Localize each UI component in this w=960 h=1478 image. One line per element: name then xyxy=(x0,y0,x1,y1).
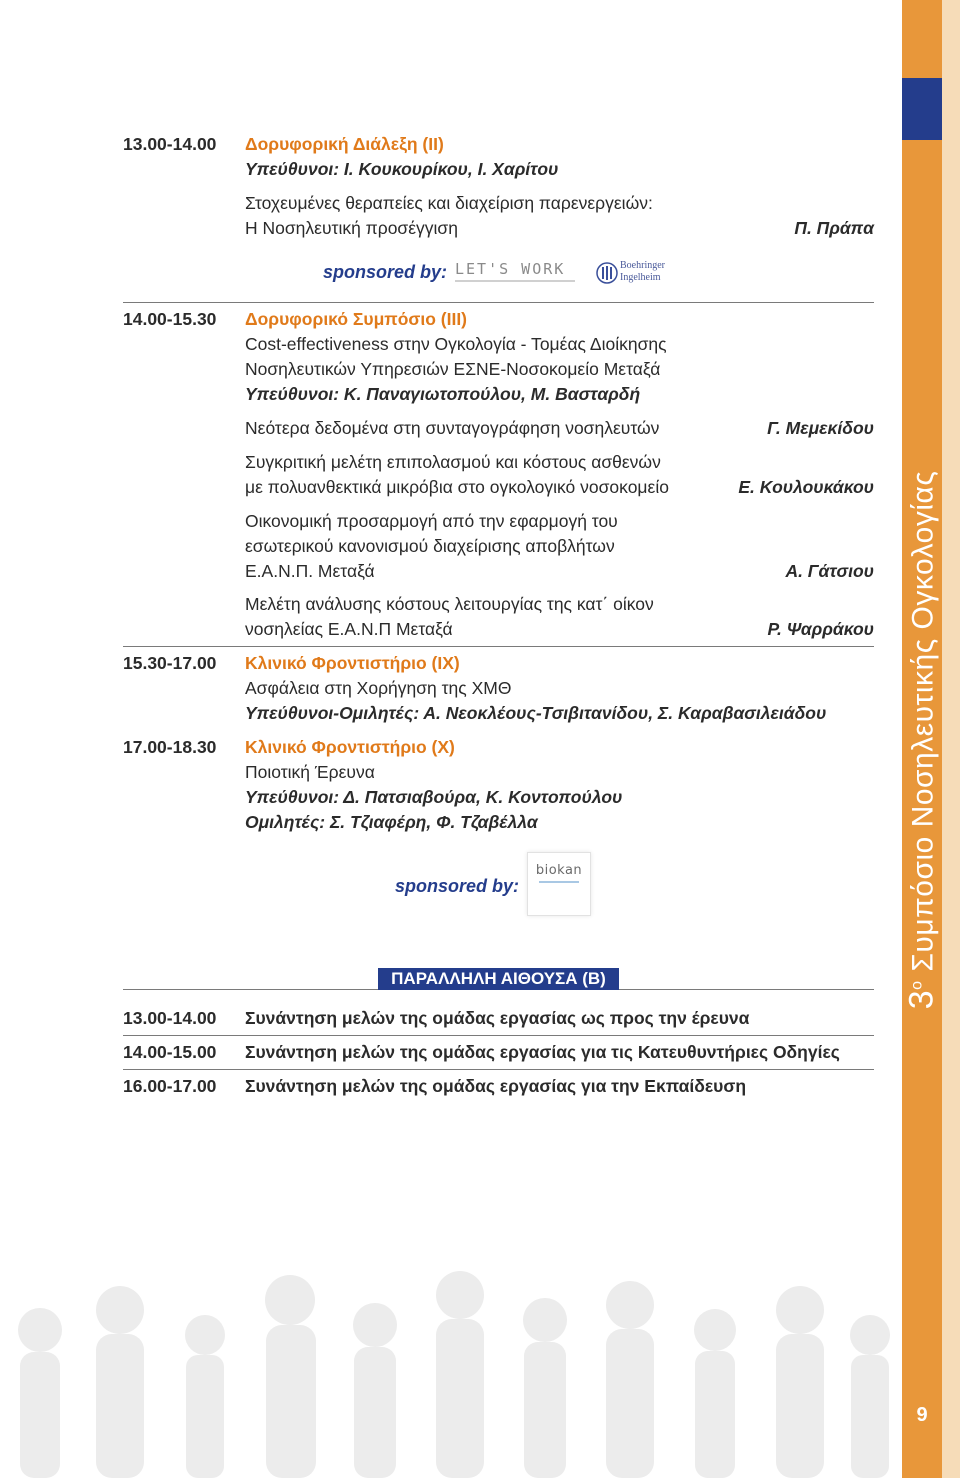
boehringer-logo xyxy=(596,260,670,286)
s2-talk1-speaker: Γ. Μεμεκίδου xyxy=(767,418,874,438)
s1-time: 13.00-14.00 xyxy=(123,134,217,154)
people-silhouettes xyxy=(0,1240,902,1478)
s3-title: Κλινικό Φροντιστήριο (ΙΧ) xyxy=(245,653,460,673)
s2-talk4-line2: νοσηλείας Ε.Α.Ν.Π Μεταξά xyxy=(245,619,453,639)
s2-talk3-line1: Οικονομική προσαρμογή από την εφαρμογή του xyxy=(245,511,618,531)
s3-responsible: Υπεύθυνοι-Ομιλητές: Α. Νεοκλέους-Τσιβιτανίδου, Σ. Καραβασιλειάδου xyxy=(245,703,827,723)
s4-responsible: Υπεύθυνοι: Δ. Πατσιαβούρα, Κ. Κοντοπούλου xyxy=(245,787,623,807)
s2-talk3-line2: εσωτερικού κανονισμού διαχείρισης αποβλήτων xyxy=(245,536,615,556)
s1-talk-line1: Στοχευμένες θεραπείες και διαχείριση παρενεργειών: xyxy=(245,193,653,213)
s2-talk1: Νεότερα δεδομένα στη συνταγογράφηση νοσηλευτών xyxy=(245,418,660,438)
side-band-edge xyxy=(942,0,960,1478)
page-number: 9 xyxy=(916,1404,928,1426)
s2-talk4-speaker: Ρ. Ψαρράκου xyxy=(767,619,874,639)
s2-talk2-line1: Συγκριτική μελέτη επιπολασμού και κόστους ασθενών xyxy=(245,452,661,472)
hall-b-row3-time: 16.00-17.00 xyxy=(123,1076,217,1096)
s4-sponsor-label: sponsored by: xyxy=(395,876,520,896)
s1-sponsor-label: sponsored by: xyxy=(323,262,448,282)
hall-b-row1-time: 13.00-14.00 xyxy=(123,1008,217,1028)
letswork-logo xyxy=(455,258,579,286)
s4-title: Κλινικό Φροντιστήριο (Χ) xyxy=(245,737,455,757)
s2-time: 14.00-15.30 xyxy=(123,309,217,329)
divider xyxy=(123,302,874,303)
s4-speakers: Ομιλητές: Σ. Τζιαφέρη, Φ. Τζαβέλλα xyxy=(245,812,538,832)
s4-time: 17.00-18.30 xyxy=(123,737,217,757)
band-title-ordinal: ο xyxy=(908,980,926,990)
boehringer-logo-line2: Ingelheim xyxy=(620,272,661,283)
side-band-accent xyxy=(902,78,942,140)
s2-responsible: Υπεύθυνοι: Κ. Παναγιωτοπούλου, Μ. Βασταρδή xyxy=(245,384,641,404)
band-title-number: 3 xyxy=(902,989,941,1010)
s2-subtitle-line1: Cost-effectiveness στην Ογκολογία - Τομέας Διοίκησης xyxy=(245,334,667,354)
s2-talk2-line2: με πολυανθεκτικά μικρόβια στο ογκολογικό νοσοκομείο xyxy=(245,477,669,497)
boehringer-logo-line1: Boehringer xyxy=(620,260,665,271)
s1-responsible: Υπεύθυνοι: Ι. Κουκουρίκου, Ι. Χαρίτου xyxy=(245,159,559,179)
s3-time: 15.30-17.00 xyxy=(123,653,217,673)
s3-subtitle: Ασφάλεια στη Χορήγηση της ΧΜΘ xyxy=(245,678,512,698)
s2-talk2-speaker: Ε. Κουλουκάκου xyxy=(738,477,874,497)
s1-talk-line2: Η Νοσηλευτική προσέγγιση xyxy=(245,218,458,238)
s2-subtitle-line2: Νοσηλευτικών Υπηρεσιών ΕΣΝΕ-Νοσοκομείο Μεταξά xyxy=(245,359,661,379)
divider xyxy=(123,646,874,647)
s1-title: Δορυφορική Διάλεξη (ΙΙ) xyxy=(245,134,444,154)
s2-title: Δορυφορικό Συμπόσιο (ΙΙΙ) xyxy=(245,309,468,329)
divider xyxy=(123,1069,874,1070)
s2-talk3-line3: Ε.Α.Ν.Π. Μεταξά xyxy=(245,561,375,581)
hall-b-row2-text: Συνάντηση μελών της ομάδας εργασίας για τις Κατευθυντήριες Οδηγίες xyxy=(245,1042,840,1062)
biokan-logo xyxy=(527,852,591,916)
letswork-logo-text: LET'S WORK xyxy=(455,260,566,278)
hall-b-row1-text: Συνάντηση μελών της ομάδας εργασίας ως προς την έρευνα xyxy=(245,1008,750,1028)
s2-talk3-speaker: Α. Γάτσιου xyxy=(785,561,874,581)
biokan-logo-text: biokan xyxy=(535,863,583,878)
boehringer-icon xyxy=(596,262,618,284)
band-title-text: Συμπόσιο Νοσηλευτικής Ογκολογίας xyxy=(906,470,940,981)
divider xyxy=(123,1035,874,1036)
hall-b-row3-text: Συνάντηση μελών της ομάδας εργασίας για την Εκπαίδευση xyxy=(245,1076,747,1096)
s1-speaker: Π. Πράπα xyxy=(794,218,874,238)
s4-subtitle: Ποιοτική Έρευνα xyxy=(245,762,375,782)
hall-b-label: ΠΑΡΑΛΛΗΛΗ ΑΙΘΟΥΣΑ (Β) xyxy=(378,968,619,990)
s2-talk4-line1: Μελέτη ανάλυσης κόστους λειτουργίας της κατ΄ οίκον xyxy=(245,594,654,614)
band-title xyxy=(903,471,942,1010)
hall-b-row2-time: 14.00-15.00 xyxy=(123,1042,217,1062)
